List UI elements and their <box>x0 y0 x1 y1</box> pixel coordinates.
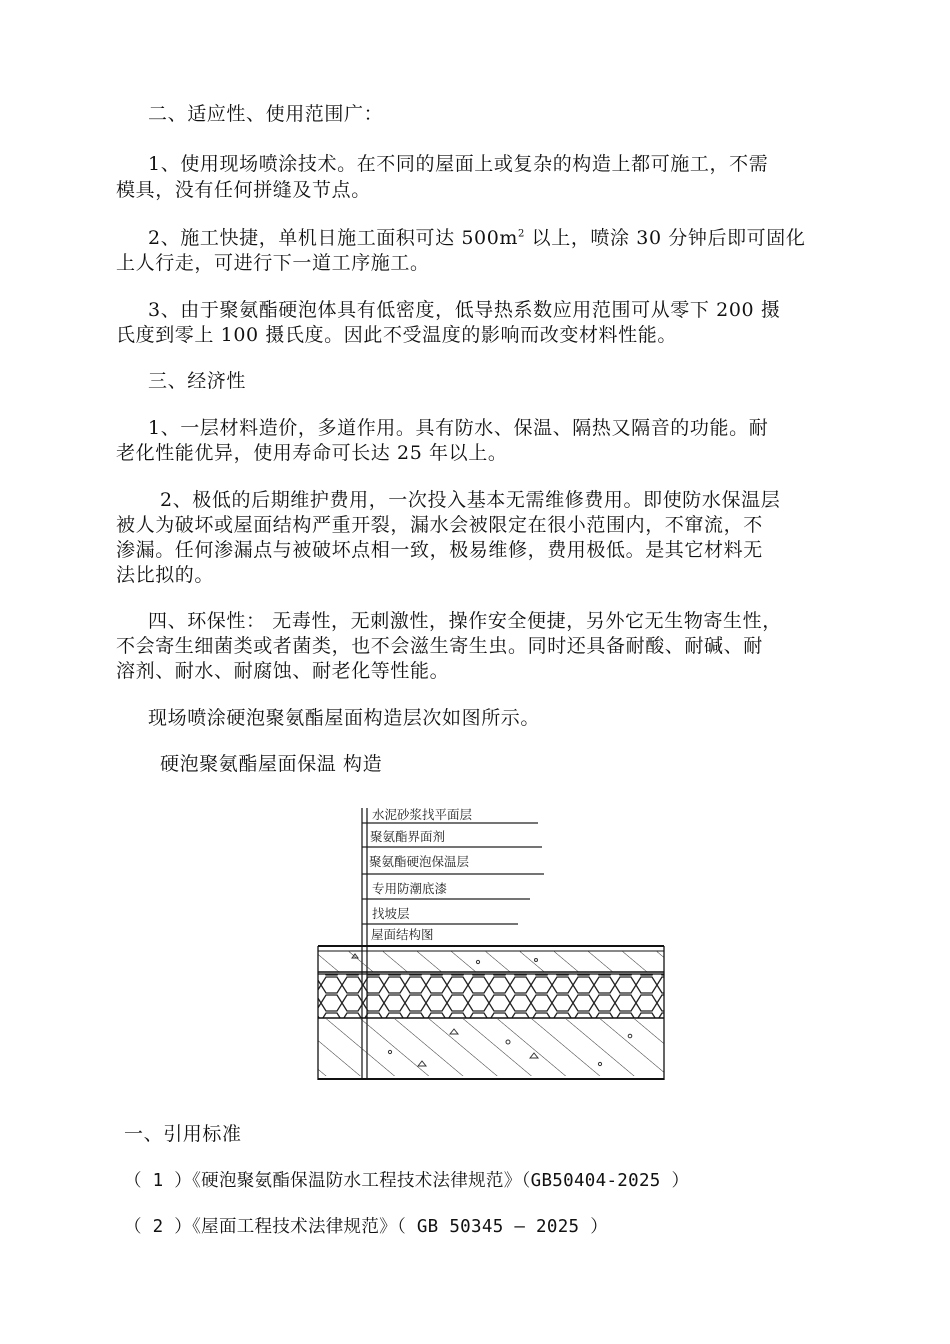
paragraph-5-line-2: 被人为破坏或屋面结构严重开裂，漏水会被限定在很小范围内，不窜流，不 <box>116 514 763 536</box>
reference-item-1: （ 1 ）《硬泡聚氨酯保温防水工程技术法律规范》（GB50404-2025 ） <box>124 1171 690 1191</box>
paragraph-3-line-2: 氏度到零上 100 摄氏度。因此不受温度的影响而改变材料性能。 <box>116 324 677 346</box>
layer-label-2: 聚氨酯界面剂 <box>370 829 446 844</box>
paragraph-5-line-1: 2、极低的后期维护费用，一次投入基本无需维修费用。即使防水保温层 <box>160 489 781 511</box>
figure-title: 硬泡聚氨酯屋面保温 构造 <box>160 753 383 775</box>
paragraph-5-line-3: 渗漏。任何渗漏点与被破坏点相一致，极易维修，费用极低。是其它材料无 <box>116 539 763 561</box>
reference-item-2: （ 2 ）《屋面工程技术法律规范》（ GB 50345 — 2025 ） <box>124 1217 609 1237</box>
layer-label-1: 水泥砂浆找平面层 <box>372 807 473 822</box>
references-heading: 一、引用标准 <box>124 1123 242 1145</box>
section-heading-adaptability: 二、适应性、使用范围广： <box>148 103 384 125</box>
section-heading-economy: 三、经济性 <box>148 370 247 392</box>
layer-label-5: 找坡层 <box>372 906 410 921</box>
paragraph-2-line-1: 2、施工快捷，单机日施工面积可达 $500m^2$ 以上，喷涂 30 分钟后即可固化 <box>148 227 806 249</box>
paragraph-4-line-2: 老化性能优异，使用寿命可长达 25 年以上。 <box>116 442 508 464</box>
layer-label-6: 屋面结构图 <box>371 927 434 942</box>
paragraph-4-line-1: 1、一层材料造价，多道作用。具有防水、保温、隔热又隔音的功能。耐 <box>148 417 769 439</box>
layer-label-4: 专用防潮底漆 <box>372 881 448 896</box>
paragraph-6-line-2: 不会寄生细菌类或者菌类，也不会滋生寄生虫。同时还具备耐酸、耐碱、耐 <box>116 635 763 657</box>
paragraph-3-line-1: 3、由于聚氨酯硬泡体具有低密度，低导热系数应用范围可从零下 200 摄 <box>148 299 781 321</box>
paragraph-1-line-1: 1、使用现场喷涂技术。在不同的屋面上或复杂的构造上都可施工，不需 <box>148 153 769 175</box>
paragraph-6-line-1: 四、环保性： 无毒性，无刺激性，操作安全便捷，另外它无生物寄生性， <box>148 610 782 632</box>
paragraph-1-line-2: 模具，没有任何拼缝及节点。 <box>116 179 371 201</box>
paragraph-6-line-3: 溶剂、耐水、耐腐蚀、耐老化等性能。 <box>116 660 450 682</box>
paragraph-7: 现场喷涂硬泡聚氨酯屋面构造层次如图所示。 <box>148 707 541 729</box>
roof-construction-diagram <box>300 796 680 1086</box>
paragraph-2-line-2: 上人行走，可进行下一道工序施工。 <box>116 252 430 274</box>
layer-label-3: 聚氨酯硬泡保温层 <box>369 854 470 869</box>
paragraph-5-line-4: 法比拟的。 <box>116 564 215 586</box>
